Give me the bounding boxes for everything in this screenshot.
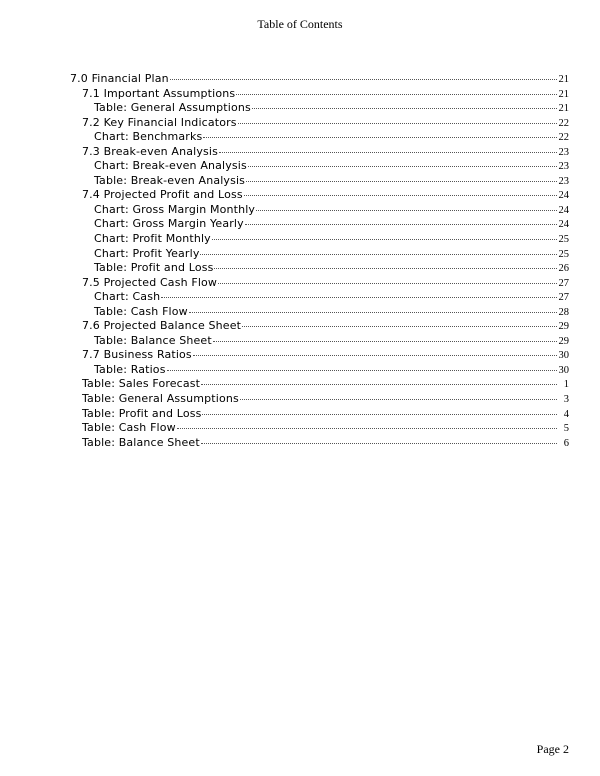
toc-entry[interactable] <box>70 421 569 436</box>
toc-entry-title[interactable]: Table: Profit and Loss <box>82 406 202 420</box>
toc-entry[interactable] <box>70 348 569 363</box>
dot-leader <box>193 355 557 356</box>
dot-leader <box>200 254 556 255</box>
dot-leader <box>202 414 557 415</box>
toc-entry-title[interactable]: Chart: Gross Margin Yearly <box>94 217 244 231</box>
toc-entry-title[interactable]: 7.1 Important Assumptions <box>82 86 236 100</box>
toc-entry[interactable] <box>70 145 569 160</box>
dot-leader <box>177 428 557 429</box>
page-number: Page 2 <box>536 742 569 756</box>
toc-entry-page: 21 <box>558 103 569 115</box>
toc-entry-title[interactable]: 7.6 Projected Balance Sheet <box>82 319 242 333</box>
toc-entry-title[interactable]: 7.5 Projected Cash Flow <box>82 275 218 289</box>
toc-entry[interactable] <box>70 72 569 87</box>
toc-entry-page: 21 <box>558 88 569 100</box>
dot-leader <box>256 210 556 211</box>
toc-entry[interactable] <box>70 377 569 392</box>
toc-entry[interactable] <box>70 334 569 349</box>
toc-entry-title[interactable]: 7.0 Financial Plan <box>70 72 169 85</box>
toc-entry[interactable] <box>70 261 569 276</box>
toc-entry[interactable] <box>70 101 569 116</box>
dot-leader <box>240 399 557 400</box>
toc-entry-title[interactable]: Table: General Assumptions <box>94 101 251 115</box>
toc-entry[interactable] <box>70 116 569 131</box>
toc-entry-title[interactable]: 7.7 Business Ratios <box>82 348 192 362</box>
toc-entry-page: 4 <box>563 408 569 420</box>
toc-entry[interactable] <box>70 217 569 232</box>
dot-leader <box>201 443 557 444</box>
dot-leader <box>213 341 557 342</box>
toc-entry-title[interactable]: 7.2 Key Financial Indicators <box>82 115 237 129</box>
toc-entry-page: 3 <box>563 394 569 406</box>
toc-entry[interactable] <box>70 232 569 247</box>
toc-entry-title[interactable]: Table: Profit and Loss <box>94 261 214 275</box>
toc-entry[interactable] <box>70 87 569 102</box>
dot-leader <box>219 152 557 153</box>
toc-entry[interactable] <box>70 247 569 262</box>
toc-entry[interactable] <box>70 363 569 378</box>
toc-entry-page: 29 <box>558 321 569 333</box>
toc-entry-page: 25 <box>558 248 569 260</box>
toc-entry-page: 21 <box>558 74 569 85</box>
toc-entry-page: 22 <box>558 132 569 144</box>
toc-entry-page: 27 <box>558 277 569 289</box>
toc-entry-title[interactable]: Chart: Profit Monthly <box>94 232 211 246</box>
toc-entry-page: 28 <box>558 306 569 318</box>
dot-leader <box>189 312 557 313</box>
dot-leader <box>246 181 556 182</box>
toc-entry-title[interactable]: Table: Ratios <box>94 362 166 376</box>
dot-leader <box>218 283 556 284</box>
toc-entry-page: 24 <box>558 190 569 202</box>
toc-entry[interactable] <box>70 319 569 334</box>
toc-entry[interactable] <box>70 305 569 320</box>
dot-leader <box>244 195 557 196</box>
dot-leader <box>245 224 557 225</box>
toc-entry-title[interactable]: Chart: Benchmarks <box>94 130 203 144</box>
dot-leader <box>238 123 557 124</box>
dot-leader <box>201 384 557 385</box>
toc-entry[interactable] <box>70 159 569 174</box>
dot-leader <box>242 326 556 327</box>
dot-leader <box>252 108 557 109</box>
toc-entry-title[interactable]: 7.4 Projected Profit and Loss <box>82 188 243 202</box>
toc-entry-title[interactable]: Table: Cash Flow <box>94 304 188 318</box>
dot-leader <box>236 94 556 95</box>
toc-entry[interactable] <box>70 392 569 407</box>
toc-entry-title[interactable]: Chart: Cash <box>94 290 161 304</box>
toc-entry-page: 6 <box>563 437 569 449</box>
toc-entry[interactable] <box>70 203 569 218</box>
toc-entry-page: 24 <box>558 219 569 231</box>
dot-leader <box>170 79 557 80</box>
toc-entry-title[interactable]: Table: Balance Sheet <box>82 435 200 449</box>
toc-entry-page: 24 <box>558 204 569 216</box>
dot-leader <box>203 137 556 138</box>
toc-entry-page: 25 <box>558 234 569 246</box>
toc-entry-page: 27 <box>558 292 569 304</box>
toc-entry[interactable] <box>70 290 569 305</box>
dot-leader <box>212 239 557 240</box>
toc-entry[interactable] <box>70 276 569 291</box>
toc-entry[interactable] <box>70 436 569 451</box>
toc-entry-page: 22 <box>558 117 569 129</box>
table-of-contents <box>70 72 569 450</box>
toc-entry-page: 30 <box>558 364 569 376</box>
toc-entry-page: 29 <box>558 335 569 347</box>
dot-leader <box>248 166 557 167</box>
toc-entry-page: 26 <box>558 263 569 275</box>
toc-entry-title[interactable]: Table: Cash Flow <box>82 421 176 435</box>
toc-entry-page: 1 <box>563 379 569 391</box>
toc-entry-title[interactable]: Table: Break-even Analysis <box>94 173 246 187</box>
toc-entry-page: 5 <box>563 423 569 435</box>
toc-entry-title[interactable]: Chart: Profit Yearly <box>94 246 200 260</box>
toc-entry-title[interactable]: Table: General Assumptions <box>82 392 239 406</box>
toc-entry-page: 23 <box>558 146 569 158</box>
page-title: Table of Contents <box>257 17 343 31</box>
toc-entry-page: 30 <box>558 350 569 362</box>
toc-entry-title[interactable]: Chart: Break-even Analysis <box>94 159 247 173</box>
dot-leader <box>214 268 556 269</box>
toc-entry-page: 23 <box>558 175 569 187</box>
toc-entry[interactable] <box>70 174 569 189</box>
dot-leader <box>167 370 557 371</box>
toc-entry-title[interactable]: Chart: Gross Margin Monthly <box>94 202 256 216</box>
toc-entry-title[interactable]: Table: Balance Sheet <box>94 333 212 347</box>
toc-entry-page: 23 <box>558 161 569 173</box>
toc-entry[interactable] <box>70 130 569 145</box>
dot-leader <box>161 297 556 298</box>
toc-entry-title[interactable]: 7.3 Break-even Analysis <box>82 144 218 158</box>
toc-entry-title[interactable]: Table: Sales Forecast <box>82 377 201 391</box>
toc-entry[interactable] <box>70 407 569 422</box>
toc-entry[interactable] <box>70 188 569 203</box>
